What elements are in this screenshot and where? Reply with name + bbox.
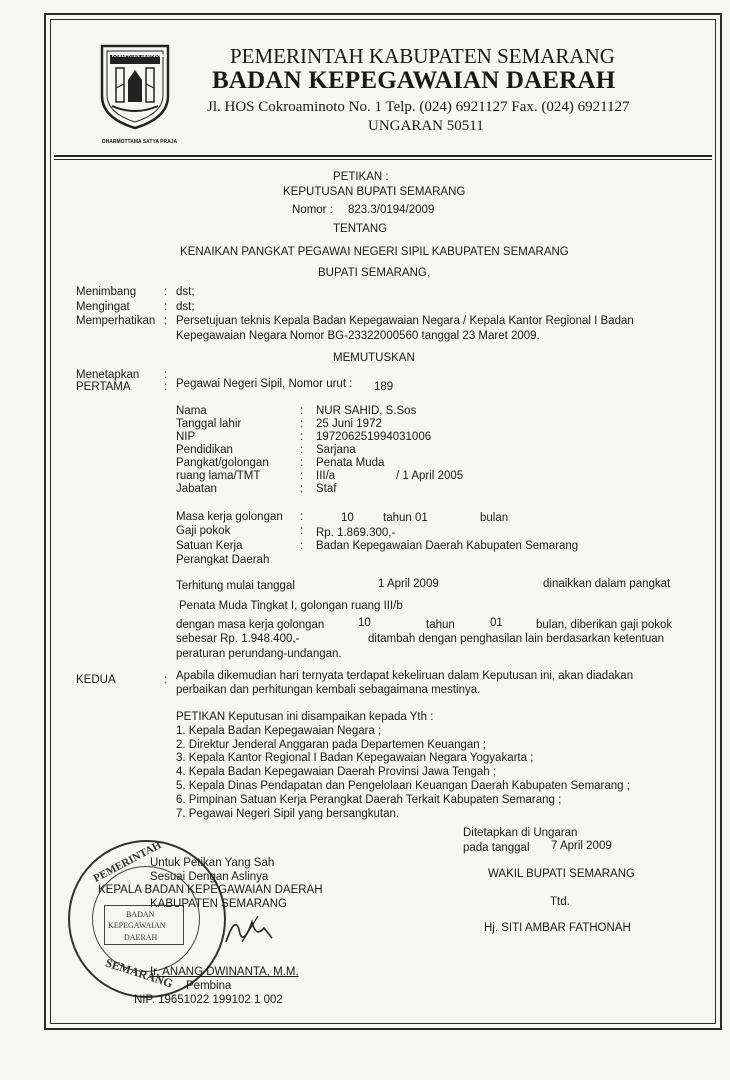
stamp-top-text: PEMERINTAH	[91, 839, 164, 885]
pangkat-label: Pangkat/golongan	[176, 457, 269, 469]
decree-title: KEPUTUSAN BUPATI SEMARANG	[283, 186, 466, 198]
colon: :	[300, 483, 304, 495]
distribution-item: 6. Pimpinan Satuan Kerja Perangkat Daerah Terkait Kabupaten Semarang ;	[176, 794, 562, 806]
menimbang-value: dst;	[176, 286, 195, 298]
gaji-pokok-label: Gaji pokok	[176, 525, 231, 537]
header-rule-thin	[54, 159, 712, 160]
stamp-box-line3: DAERAH	[124, 933, 158, 942]
signer-name: Hj. SITI AMBAR FATHONAH	[484, 922, 631, 934]
colon: :	[300, 444, 304, 456]
colon: :	[300, 431, 304, 443]
certifier-rank: Pembina	[186, 980, 232, 992]
certifier-name: Ir. ANANG DWINANTA, M.M.	[150, 966, 299, 978]
logo-banner: KABUPATEN SEMARANG	[112, 53, 168, 58]
handwritten-signature-icon	[218, 908, 278, 948]
tentang-label: TENTANG	[333, 223, 388, 235]
masa-kerja-tahun: tahun 01	[383, 512, 428, 524]
colon: :	[164, 674, 168, 686]
distribution-item: 5. Kepala Dinas Pendapatan dan Pengelolaan Keuangan Daerah Kabupaten Semarang ;	[176, 780, 630, 792]
masa-text: dengan masa kerja golongan	[176, 619, 325, 631]
ttd-mark: Ttd.	[550, 896, 570, 908]
nip-value: 197206251994031006	[316, 431, 432, 443]
gaji-pokok-value: Rp. 1.869.300,-	[316, 527, 396, 539]
memutuskan-heading: MEMUTUSKAN	[333, 352, 415, 364]
perangkat-daerah-label: Perangkat Daerah	[176, 554, 270, 566]
nomor-urut: 189	[374, 381, 394, 393]
certified-line3: KEPALA BADAN KEPEGAWAIAN DAERAH	[98, 884, 323, 896]
new-rank: Penata Muda Tingkat I, golongan ruang III/b	[179, 600, 403, 612]
colon: :	[164, 286, 168, 298]
masa-kerja-label: Masa kerja golongan	[176, 511, 283, 523]
distribution-item: 3. Kepala Kantor Regional I Badan Kepegawaian Negara Yogyakarta ;	[176, 752, 534, 764]
terhitung-text: Terhitung mulai tanggal	[176, 580, 295, 592]
jabatan-value: Staf	[316, 483, 337, 495]
satuan-kerja-value: Badan Kepegawaian Daerah Kabupaten Semarang	[316, 540, 579, 552]
signer-title: WAKIL BUPATI SEMARANG	[488, 868, 635, 880]
colon: :	[164, 381, 168, 393]
pada-tanggal-label: pada tanggal	[463, 842, 530, 854]
kedua-line2: perbaikan dan perhitungan kembali sebagaimana mestinya.	[176, 684, 481, 696]
peraturan-text: peraturan perundang-undangan.	[176, 648, 342, 660]
stamp-box-line1: BADAN	[126, 910, 155, 919]
kedua-label: KEDUA	[76, 674, 116, 686]
distribution-intro: PETIKAN Keputusan ini disampaikan kepada Yth :	[176, 711, 434, 723]
tmt-value: / 1 April 2005	[396, 470, 464, 482]
sebesar-text: sebesar Rp. 1.948.400,-	[176, 633, 300, 645]
stamp-bottom-text: SEMARANG	[103, 955, 175, 991]
government-name: PEMERINTAH KABUPATEN SEMARANG	[230, 44, 615, 68]
jabatan-label: Jabatan	[176, 483, 217, 495]
menimbang-label: Menimbang	[76, 286, 137, 298]
certified-line2: Sesuai Dengan Aslinya	[150, 871, 269, 883]
colon: :	[300, 511, 304, 523]
satuan-kerja-label: Satuan Kerja	[176, 540, 243, 552]
colon: :	[300, 405, 304, 417]
decree-number-label: Nomor :	[292, 204, 333, 216]
pendidikan-label: Pendidikan	[176, 444, 233, 456]
colon: :	[164, 301, 168, 313]
colon: :	[300, 540, 304, 552]
menetapkan-label: Menetapkan	[76, 369, 140, 381]
colon: :	[164, 315, 168, 327]
memperhatikan-label: Memperhatikan	[76, 315, 156, 327]
ditambah-text: ditambah dengan penghasilan lain berdasarkan ketentuan	[368, 633, 665, 645]
pendidikan-value: Sarjana	[316, 444, 356, 456]
bulan-text: bulan, diberikan gaji pokok	[536, 619, 673, 631]
bupati-title: BUPATI SEMARANG,	[318, 267, 431, 279]
tgl-lahir-value: 25 Juni 1972	[316, 418, 382, 430]
ditetapkan-text: Ditetapkan di Ungaran	[463, 827, 578, 839]
signing-date: 7 April 2009	[551, 840, 612, 852]
memperhatikan-line1: Persetujuan teknis Kepala Badan Kepegawaian Negara / Kepala Kantor Regional I Badan	[176, 315, 634, 327]
colon: :	[300, 457, 304, 469]
memperhatikan-line2: Kepegawaian Negara Nomor BG-23322000560 tanggal 23 Maret 2009.	[176, 330, 540, 342]
decree-number: 823.3/0194/2009	[348, 204, 435, 216]
colon: :	[164, 369, 168, 381]
new-tahun-word: tahun	[426, 619, 455, 631]
header-rule	[54, 155, 712, 157]
distribution-item: 2. Direktur Jenderal Anggaran pada Departemen Keuangan ;	[176, 739, 487, 751]
nama-value: NUR SAHID, S.Sos	[316, 405, 417, 417]
logo-motto: DHARMOTTAMA SATYA PRAJA	[102, 139, 178, 145]
masa-kerja-years: 10	[341, 512, 354, 524]
pertama-intro: Pegawai Negeri Sipil, Nomor urut :	[176, 378, 353, 390]
terhitung-date: 1 April 2009	[378, 578, 439, 590]
mengingat-label: Mengingat	[76, 301, 130, 313]
distribution-item: 4. Kepala Badan Kepegawaian Daerah Provinsi Jawa Tengah ;	[176, 766, 497, 778]
nama-label: Nama	[176, 405, 207, 417]
agency-name: BADAN KEPEGAWAIAN DAERAH	[212, 67, 616, 94]
certified-line4: KABUPATEN SEMARANG	[150, 898, 287, 910]
new-masa-tahun: 10	[358, 617, 371, 629]
colon: :	[300, 525, 304, 537]
new-masa-bulan: 01	[490, 617, 503, 629]
stamp-box-line2: KEPEGAWAIAN	[108, 921, 166, 930]
distribution-item: 7. Pegawai Negeri Sipil yang bersangkutan.	[176, 808, 400, 820]
colon: :	[300, 418, 304, 430]
distribution-item: 1. Kepala Badan Kepegawaian Negara ;	[176, 725, 382, 737]
agency-city: UNGARAN 50511	[368, 118, 484, 134]
kedua-line1: Apabila dikemudian hari ternyata terdapat kekeliruan dalam Keputusan ini, akan diadakan	[176, 670, 634, 682]
nip-label: NIP	[176, 431, 196, 443]
tgl-lahir-label: Tanggal lahir	[176, 418, 242, 430]
certified-line1: Untuk Petikan Yang Sah	[150, 857, 275, 869]
agency-address: Jl. HOS Cokroaminoto No. 1 Telp. (024) 6921127 Fax. (024) 6921127	[207, 99, 630, 115]
ruang-label: ruang lama/TMT	[176, 470, 261, 482]
mengingat-value: dst;	[176, 301, 195, 313]
ruang-value: III/a	[316, 470, 336, 482]
dinaikkan-text: dinaikkan dalam pangkat	[543, 578, 671, 590]
petikan-label: PETIKAN :	[333, 171, 389, 183]
decree-subject: KENAIKAN PANGKAT PEGAWAI NEGERI SIPIL KABUPATEN SEMARANG	[180, 246, 569, 258]
masa-kerja-bulan: bulan	[480, 512, 509, 524]
pertama-label: PERTAMA	[76, 381, 131, 393]
pangkat-value: Penata Muda	[316, 457, 385, 469]
certifier-nip: NIP. 19651022 199102 1 002	[134, 994, 283, 1006]
colon: :	[300, 470, 304, 482]
